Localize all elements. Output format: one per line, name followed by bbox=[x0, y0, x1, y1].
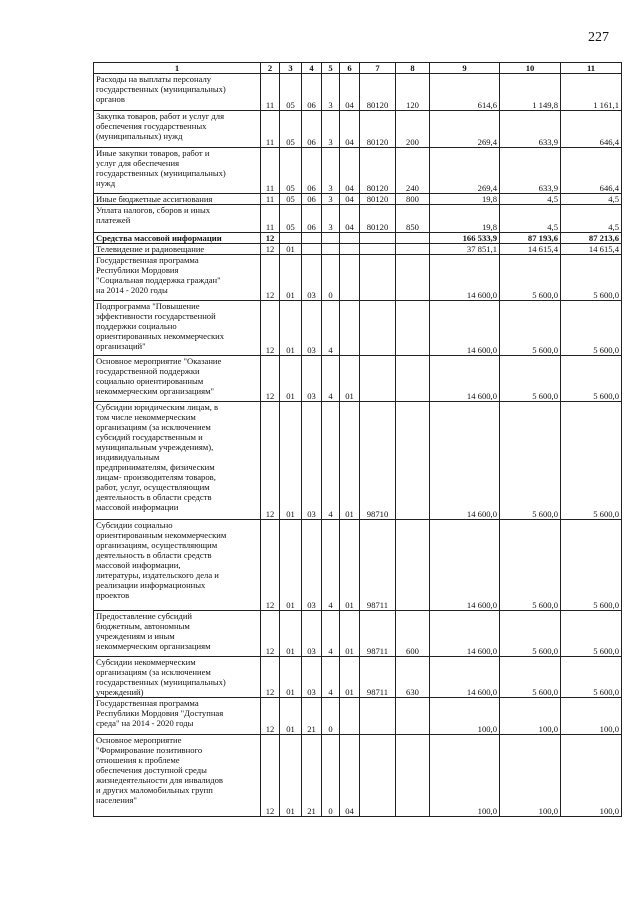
amount-cell: 269,4 bbox=[430, 148, 500, 194]
row-name-cell: Иные бюджетные ассигнования bbox=[94, 194, 261, 205]
code-cell: 12 bbox=[261, 735, 280, 817]
table-row bbox=[94, 194, 622, 205]
code-cell: 06 bbox=[302, 194, 322, 205]
header-cell: 11 bbox=[561, 63, 622, 74]
code-cell: 05 bbox=[280, 111, 302, 148]
code-cell: 800 bbox=[396, 194, 430, 205]
amount-cell: 5 600,0 bbox=[500, 520, 561, 611]
code-cell bbox=[302, 233, 322, 244]
amount-cell: 5 600,0 bbox=[500, 611, 561, 657]
code-cell: 240 bbox=[396, 148, 430, 194]
amount-cell: 5 600,0 bbox=[561, 520, 622, 611]
code-cell: 03 bbox=[302, 301, 322, 356]
code-cell bbox=[396, 244, 430, 255]
table-row bbox=[94, 255, 622, 301]
amount-cell: 5 600,0 bbox=[500, 301, 561, 356]
amount-cell: 633,9 bbox=[500, 148, 561, 194]
row-name-cell: Иные закупки товаров, работ и услуг для обеспечения государственных (муниципальных) нужд bbox=[94, 148, 261, 194]
code-cell: 11 bbox=[261, 111, 280, 148]
code-cell: 12 bbox=[261, 255, 280, 301]
code-cell: 80120 bbox=[360, 148, 396, 194]
code-cell: 01 bbox=[340, 611, 360, 657]
code-cell bbox=[322, 244, 340, 255]
page-number: 227 bbox=[588, 30, 609, 45]
amount-cell: 1 161,1 bbox=[561, 74, 622, 111]
budget-table bbox=[93, 62, 622, 817]
amount-cell: 5 600,0 bbox=[561, 611, 622, 657]
code-cell: 01 bbox=[340, 520, 360, 611]
code-cell: 06 bbox=[302, 111, 322, 148]
code-cell: 05 bbox=[280, 148, 302, 194]
row-name-cell: Государственная программа Республики Мордовия "Доступная среда" на 2014 - 2020 годы bbox=[94, 698, 261, 735]
code-cell: 12 bbox=[261, 402, 280, 520]
table-row bbox=[94, 735, 622, 817]
amount-cell: 14 600,0 bbox=[430, 520, 500, 611]
code-cell: 03 bbox=[302, 356, 322, 402]
code-cell: 01 bbox=[280, 520, 302, 611]
code-cell: 04 bbox=[340, 111, 360, 148]
code-cell: 3 bbox=[322, 194, 340, 205]
code-cell: 11 bbox=[261, 74, 280, 111]
row-name-cell: Уплата налогов, сборов и иных платежей bbox=[94, 205, 261, 233]
table-row bbox=[94, 205, 622, 233]
code-cell: 12 bbox=[261, 657, 280, 698]
amount-cell: 5 600,0 bbox=[500, 356, 561, 402]
code-cell bbox=[396, 255, 430, 301]
code-cell: 3 bbox=[322, 74, 340, 111]
code-cell bbox=[396, 735, 430, 817]
row-name-cell: Средства массовой информации bbox=[94, 233, 261, 244]
code-cell: 03 bbox=[302, 255, 322, 301]
code-cell: 0 bbox=[322, 735, 340, 817]
code-cell: 01 bbox=[340, 402, 360, 520]
code-cell bbox=[360, 244, 396, 255]
code-cell: 98711 bbox=[360, 657, 396, 698]
code-cell: 01 bbox=[280, 356, 302, 402]
code-cell: 80120 bbox=[360, 111, 396, 148]
header-cell: 9 bbox=[430, 63, 500, 74]
code-cell: 12 bbox=[261, 233, 280, 244]
amount-cell: 14 600,0 bbox=[430, 657, 500, 698]
code-cell: 98711 bbox=[360, 611, 396, 657]
code-cell: 01 bbox=[280, 657, 302, 698]
table-body bbox=[94, 74, 622, 817]
header-cell: 8 bbox=[396, 63, 430, 74]
table-row bbox=[94, 148, 622, 194]
code-cell: 04 bbox=[340, 205, 360, 233]
amount-cell: 646,4 bbox=[561, 111, 622, 148]
header-cell: 10 bbox=[500, 63, 561, 74]
amount-cell: 5 600,0 bbox=[500, 255, 561, 301]
code-cell: 98710 bbox=[360, 402, 396, 520]
table-row bbox=[94, 611, 622, 657]
code-cell bbox=[396, 402, 430, 520]
code-cell: 850 bbox=[396, 205, 430, 233]
row-name-cell: Подпрограмма "Повышение эффективности государственной поддержки социально ориентированных некоммерческих организаций" bbox=[94, 301, 261, 356]
header-cell: 7 bbox=[360, 63, 396, 74]
amount-cell: 19,8 bbox=[430, 194, 500, 205]
row-name-cell: Субсидии социально ориентированным некоммерческим организациям, осуществляющим деятельность в области средств массовой информации, литературы, издательского дела и реализации информационных проектов bbox=[94, 520, 261, 611]
amount-cell: 5 600,0 bbox=[561, 657, 622, 698]
code-cell: 4 bbox=[322, 611, 340, 657]
amount-cell: 87 213,6 bbox=[561, 233, 622, 244]
row-name-cell: Закупка товаров, работ и услуг для обеспечения государственных (муниципальных) нужд bbox=[94, 111, 261, 148]
header-cell: 5 bbox=[322, 63, 340, 74]
code-cell bbox=[340, 301, 360, 356]
amount-cell: 14 600,0 bbox=[430, 356, 500, 402]
code-cell: 11 bbox=[261, 148, 280, 194]
table-row bbox=[94, 111, 622, 148]
code-cell: 01 bbox=[280, 611, 302, 657]
code-cell: 3 bbox=[322, 111, 340, 148]
code-cell: 11 bbox=[261, 205, 280, 233]
row-name-cell: Субсидии юридическим лицам, в том числе некоммерческим организациям (за исключением субсидий государственным и муниципальным учреждениям), индивидуальным предпринимателям, физическим лицам- производителям товаров, работ, услуг, осуществляющим деятельность в области средств массовой информации bbox=[94, 402, 261, 520]
code-cell: 80120 bbox=[360, 205, 396, 233]
code-cell bbox=[396, 698, 430, 735]
amount-cell: 100,0 bbox=[500, 735, 561, 817]
amount-cell: 4,5 bbox=[561, 205, 622, 233]
amount-cell: 633,9 bbox=[500, 111, 561, 148]
code-cell bbox=[360, 698, 396, 735]
row-name-cell: Основное мероприятие "Оказание государственной поддержки социально ориентированным некоммерческим организациям" bbox=[94, 356, 261, 402]
header-cell: 6 bbox=[340, 63, 360, 74]
table-row bbox=[94, 244, 622, 255]
amount-cell: 14 600,0 bbox=[430, 611, 500, 657]
amount-cell: 100,0 bbox=[430, 735, 500, 817]
code-cell bbox=[360, 233, 396, 244]
code-cell bbox=[280, 233, 302, 244]
row-name-cell: Государственная программа Республики Мордовия "Социальная поддержка граждан" на 2014 - 2020 годы bbox=[94, 255, 261, 301]
code-cell: 11 bbox=[261, 194, 280, 205]
code-cell: 120 bbox=[396, 74, 430, 111]
row-name-cell: Основное мероприятие "Формирование позитивного отношения к проблеме обеспечения доступной среды жизнедеятельности для инвалидов и других маломобильных групп населения" bbox=[94, 735, 261, 817]
code-cell: 06 bbox=[302, 205, 322, 233]
code-cell: 04 bbox=[340, 194, 360, 205]
amount-cell: 14 600,0 bbox=[430, 301, 500, 356]
code-cell: 12 bbox=[261, 356, 280, 402]
amount-cell: 14 615,4 bbox=[500, 244, 561, 255]
code-cell: 80120 bbox=[360, 194, 396, 205]
table-row bbox=[94, 657, 622, 698]
amount-cell: 14 600,0 bbox=[430, 255, 500, 301]
row-name-cell: Субсидии некоммерческим организациям (за исключением государственных (муниципальных) учреждений) bbox=[94, 657, 261, 698]
code-cell: 80120 bbox=[360, 74, 396, 111]
table-row bbox=[94, 402, 622, 520]
code-cell: 0 bbox=[322, 255, 340, 301]
code-cell: 01 bbox=[280, 698, 302, 735]
code-cell: 3 bbox=[322, 205, 340, 233]
code-cell: 06 bbox=[302, 74, 322, 111]
code-cell bbox=[396, 520, 430, 611]
code-cell: 01 bbox=[280, 735, 302, 817]
amount-cell: 37 851,1 bbox=[430, 244, 500, 255]
code-cell bbox=[360, 735, 396, 817]
table-row bbox=[94, 233, 622, 244]
code-cell: 01 bbox=[280, 301, 302, 356]
code-cell: 04 bbox=[340, 148, 360, 194]
code-cell: 98711 bbox=[360, 520, 396, 611]
amount-cell: 14 600,0 bbox=[430, 402, 500, 520]
code-cell: 600 bbox=[396, 611, 430, 657]
code-cell bbox=[340, 698, 360, 735]
code-cell: 05 bbox=[280, 205, 302, 233]
code-cell bbox=[302, 244, 322, 255]
header-cell: 3 bbox=[280, 63, 302, 74]
code-cell: 4 bbox=[322, 356, 340, 402]
amount-cell: 5 600,0 bbox=[500, 402, 561, 520]
code-cell: 04 bbox=[340, 735, 360, 817]
amount-cell: 5 600,0 bbox=[500, 657, 561, 698]
code-cell bbox=[340, 233, 360, 244]
code-cell bbox=[340, 255, 360, 301]
amount-cell: 166 533,9 bbox=[430, 233, 500, 244]
code-cell: 21 bbox=[302, 698, 322, 735]
amount-cell: 100,0 bbox=[561, 698, 622, 735]
code-cell: 0 bbox=[322, 698, 340, 735]
amount-cell: 646,4 bbox=[561, 148, 622, 194]
code-cell: 05 bbox=[280, 194, 302, 205]
amount-cell: 87 193,6 bbox=[500, 233, 561, 244]
code-cell: 01 bbox=[340, 356, 360, 402]
amount-cell: 614,6 bbox=[430, 74, 500, 111]
code-cell: 21 bbox=[302, 735, 322, 817]
code-cell: 4 bbox=[322, 657, 340, 698]
header-cell: 1 bbox=[94, 63, 261, 74]
amount-cell: 14 615,4 bbox=[561, 244, 622, 255]
code-cell: 04 bbox=[340, 74, 360, 111]
table-row bbox=[94, 301, 622, 356]
code-cell: 03 bbox=[302, 611, 322, 657]
amount-cell: 4,5 bbox=[500, 205, 561, 233]
amount-cell: 100,0 bbox=[500, 698, 561, 735]
table-row bbox=[94, 356, 622, 402]
amount-cell: 5 600,0 bbox=[561, 356, 622, 402]
amount-cell: 4,5 bbox=[500, 194, 561, 205]
code-cell bbox=[360, 356, 396, 402]
amount-cell: 5 600,0 bbox=[561, 301, 622, 356]
code-cell: 12 bbox=[261, 301, 280, 356]
table-row bbox=[94, 520, 622, 611]
code-cell bbox=[340, 244, 360, 255]
header-row bbox=[94, 63, 622, 74]
code-cell bbox=[396, 356, 430, 402]
code-cell: 200 bbox=[396, 111, 430, 148]
code-cell: 06 bbox=[302, 148, 322, 194]
code-cell: 12 bbox=[261, 611, 280, 657]
row-name-cell: Телевидение и радиовещание bbox=[94, 244, 261, 255]
code-cell: 12 bbox=[261, 698, 280, 735]
code-cell: 05 bbox=[280, 74, 302, 111]
amount-cell: 269,4 bbox=[430, 111, 500, 148]
code-cell bbox=[396, 233, 430, 244]
code-cell: 01 bbox=[280, 402, 302, 520]
row-name-cell: Расходы на выплаты персоналу государственных (муниципальных) органов bbox=[94, 74, 261, 111]
amount-cell: 100,0 bbox=[430, 698, 500, 735]
amount-cell: 5 600,0 bbox=[561, 402, 622, 520]
code-cell: 3 bbox=[322, 148, 340, 194]
code-cell: 03 bbox=[302, 402, 322, 520]
code-cell: 4 bbox=[322, 520, 340, 611]
code-cell: 01 bbox=[280, 255, 302, 301]
code-cell: 01 bbox=[280, 244, 302, 255]
code-cell: 01 bbox=[340, 657, 360, 698]
amount-cell: 100,0 bbox=[561, 735, 622, 817]
code-cell bbox=[396, 301, 430, 356]
row-name-cell: Предоставление субсидий бюджетным, автономным учреждениям и иным некоммерческим организациям bbox=[94, 611, 261, 657]
code-cell: 12 bbox=[261, 244, 280, 255]
amount-cell: 5 600,0 bbox=[561, 255, 622, 301]
header-cell: 4 bbox=[302, 63, 322, 74]
code-cell: 4 bbox=[322, 301, 340, 356]
code-cell bbox=[360, 255, 396, 301]
code-cell: 4 bbox=[322, 402, 340, 520]
code-cell: 03 bbox=[302, 657, 322, 698]
table-row bbox=[94, 698, 622, 735]
amount-cell: 1 149,8 bbox=[500, 74, 561, 111]
code-cell: 03 bbox=[302, 520, 322, 611]
code-cell bbox=[360, 301, 396, 356]
amount-cell: 19,8 bbox=[430, 205, 500, 233]
amount-cell: 4,5 bbox=[561, 194, 622, 205]
table-row bbox=[94, 74, 622, 111]
code-cell bbox=[322, 233, 340, 244]
header-cell: 2 bbox=[261, 63, 280, 74]
code-cell: 12 bbox=[261, 520, 280, 611]
code-cell: 630 bbox=[396, 657, 430, 698]
